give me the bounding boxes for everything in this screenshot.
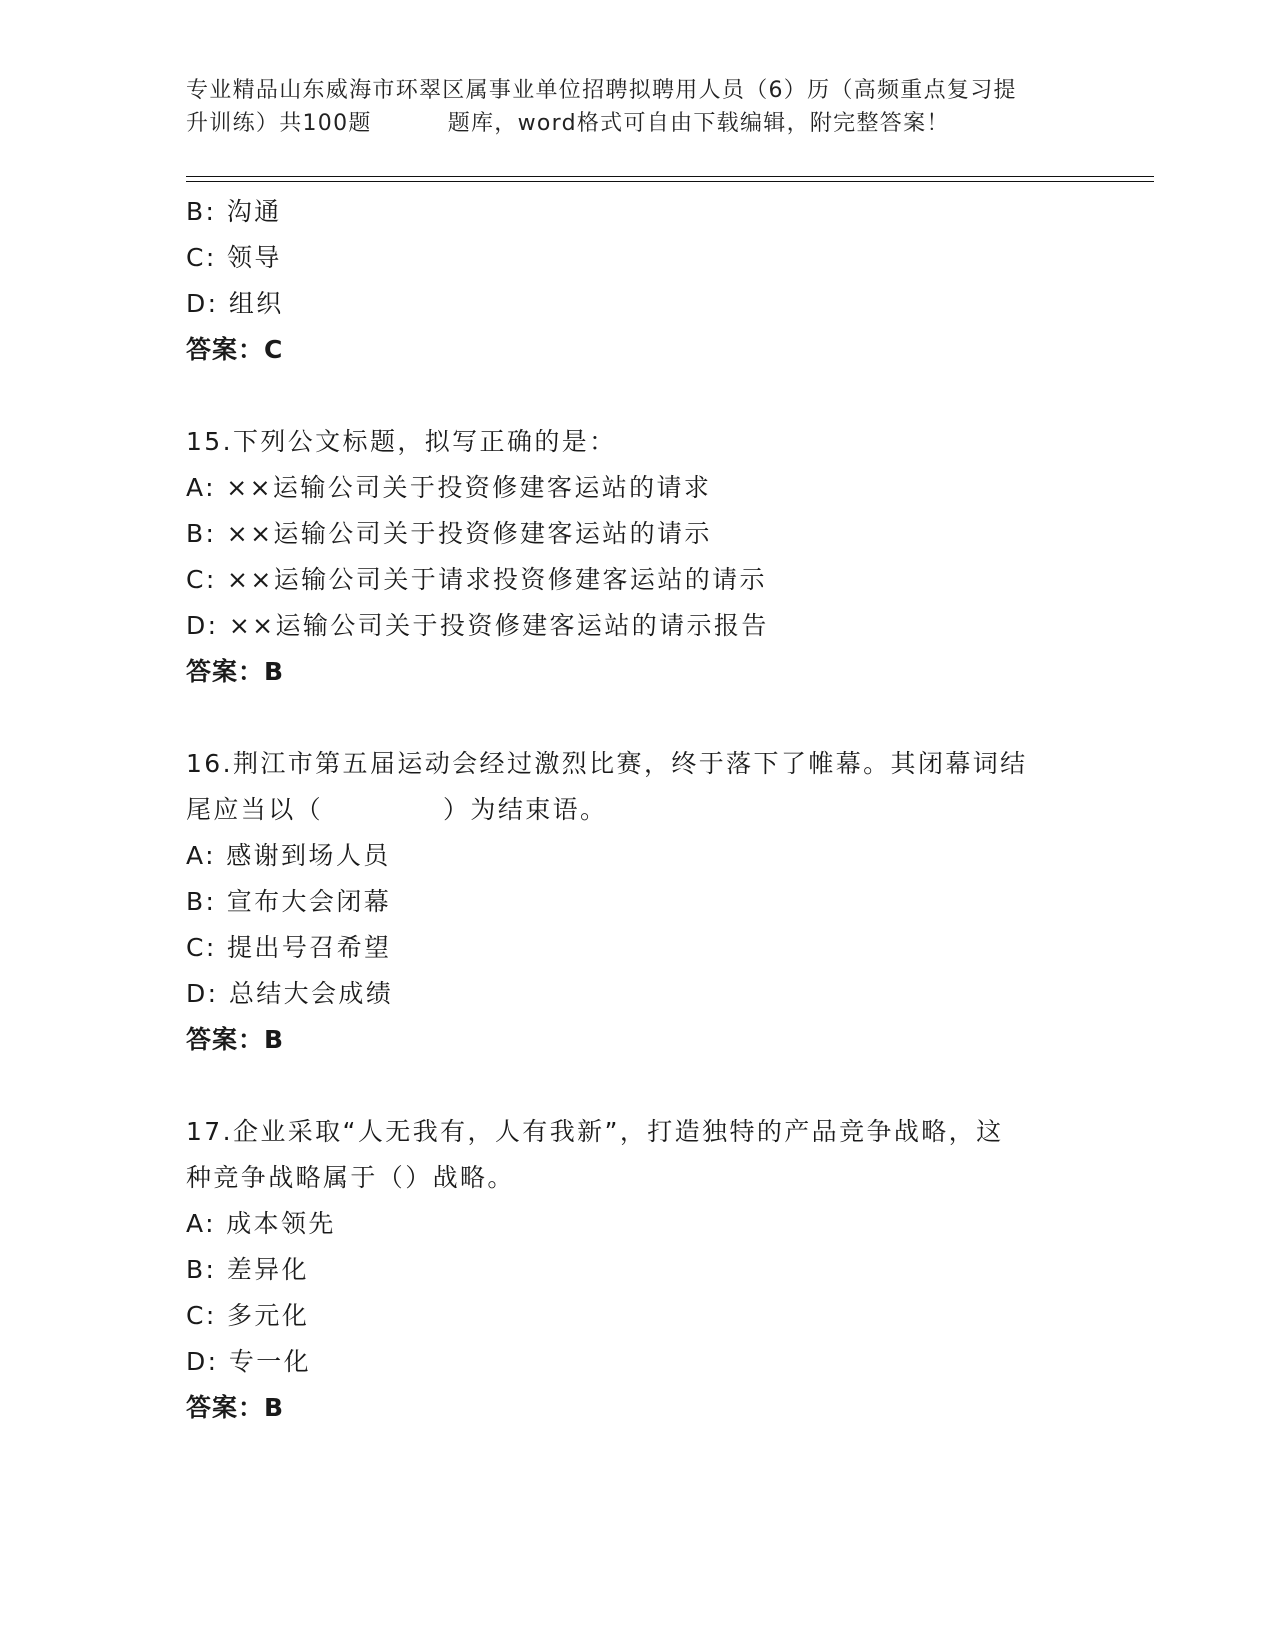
- header-title-line2-part1: 升训练）共100题: [186, 111, 372, 136]
- answer-line: 答案：C: [186, 335, 284, 364]
- header-divider-bottom: [186, 181, 1154, 182]
- option-c: C: 多元化: [186, 1301, 310, 1330]
- question-block-16: [186, 741, 1086, 1063]
- option-d: D: ××运输公司关于投资修建客运站的请示报告: [186, 611, 769, 640]
- header-title-line2: [186, 107, 1086, 140]
- question-stem-line2: [186, 787, 1086, 833]
- header-title-line2-part2: 题库，word格式可自由下载编辑，附完整答案！: [447, 111, 950, 136]
- question-stem: 15.下列公文标题，拟写正确的是：: [186, 427, 617, 456]
- option-b: B: 沟通: [186, 197, 282, 226]
- option-a: A: 成本领先: [186, 1209, 336, 1238]
- option-b: B: ××运输公司关于投资修建客运站的请示: [186, 519, 712, 548]
- option-d: D: 组织: [186, 289, 284, 318]
- question-list: [186, 189, 1086, 1431]
- answer-line: 答案：B: [186, 1025, 285, 1054]
- option-a: A: 感谢到场人员: [186, 841, 391, 870]
- option-b: B: 宣布大会闭幕: [186, 887, 392, 916]
- option-b: B: 差异化: [186, 1255, 309, 1284]
- answer-line: 答案：B: [186, 1393, 285, 1422]
- option-c: C: ××运输公司关于请求投资修建客运站的请示: [186, 565, 767, 594]
- question-block-17: [186, 1109, 1086, 1431]
- answer-line: 答案：B: [186, 657, 285, 686]
- question-block-prev: [186, 189, 1086, 373]
- option-c: C: 领导: [186, 243, 282, 272]
- question-stem-line1: 16.荆江市第五届运动会经过激烈比赛，终于落下了帷幕。其闭幕词结: [186, 749, 1028, 778]
- header-title-line1: 专业精品山东威海市环翠区属事业单位招聘拟聘用人员（6）历（高频重点复习提: [186, 78, 1017, 103]
- option-d: D: 专一化: [186, 1347, 312, 1376]
- stem-after-blank: ）为结束语。: [443, 795, 608, 824]
- question-block-15: [186, 419, 1086, 695]
- question-stem-line2: 种竞争战略属于（）战略。: [186, 1163, 515, 1192]
- stem-before-blank: 尾应当以（: [186, 795, 324, 824]
- option-a: A: ××运输公司关于投资修建客运站的请求: [186, 473, 712, 502]
- option-d: D: 总结大会成绩: [186, 979, 394, 1008]
- header-divider-top: [186, 176, 1154, 177]
- option-c: C: 提出号召希望: [186, 933, 392, 962]
- question-stem-line1: 17.企业采取“人无我有，人有我新”，打造独特的产品竞争战略，这: [186, 1117, 1004, 1146]
- document-header: [186, 74, 1086, 140]
